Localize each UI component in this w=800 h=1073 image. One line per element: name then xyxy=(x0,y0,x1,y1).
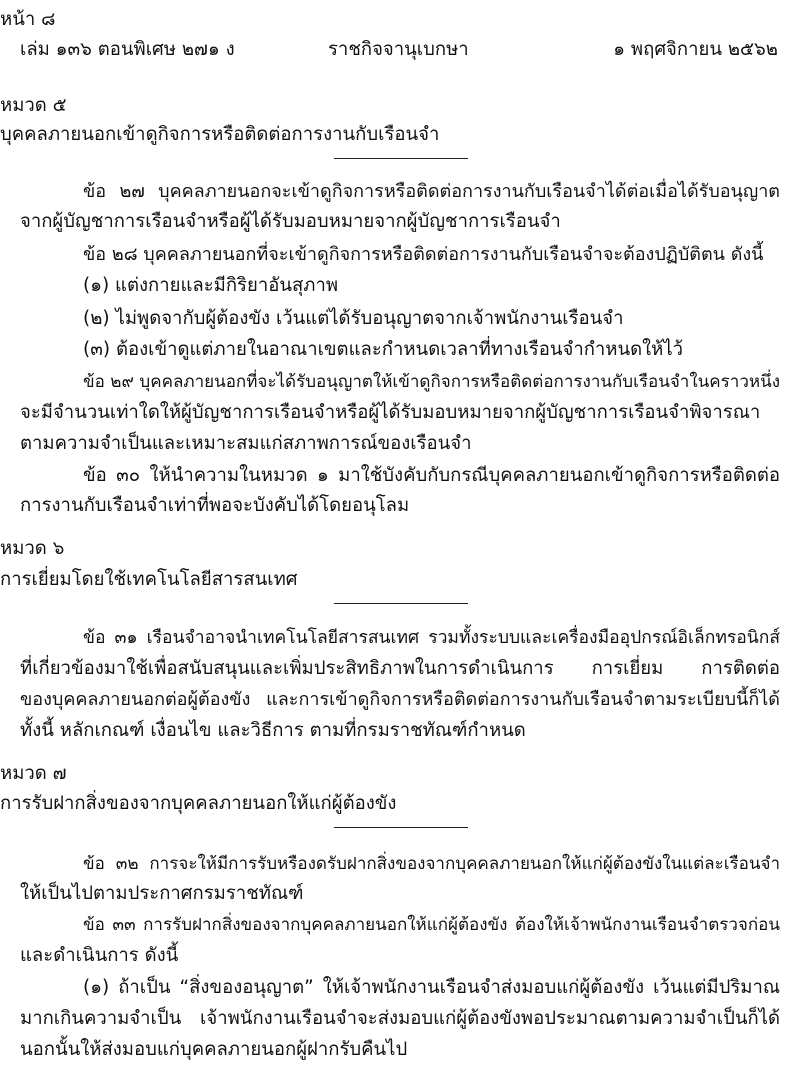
section-7-title: การรับฝากสิ่งของจากบุคคลภายนอกให้แก่ผู้ต้องขัง xyxy=(0,793,397,814)
clause-28-line-1: ข้อ ๒๘ บุคคลภายนอกที่จะเข้าดูกิจการหรือติดต่อการงานกับเรือนจำจะต้องปฏิบัติตน ดังนี้ xyxy=(83,244,764,265)
clause-28-item-2: (๒) ไม่พูดจากับผู้ต้องขัง เว้นแต่ได้รับอนุญาตจากเจ้าพนักงานเรือนจำ xyxy=(83,308,624,329)
section-6-heading: หมวด ๖ xyxy=(0,538,65,559)
clause-29-line-1: ข้อ ๒๙ บุคคลภายนอกที่จะได้รับอนุญาตให้เข้าดูกิจการหรือติดต่อการงานกับเรือนจำในคราวหนึ่ง xyxy=(83,372,780,392)
clause-33-line-1: ข้อ ๓๓ การรับฝากสิ่งของจากบุคคลภายนอกให้แก่ผู้ต้องขัง ต้องให้เจ้าพนักงานเรือนจำตรวจก่อน xyxy=(83,915,780,935)
section-5-heading: หมวด ๕ xyxy=(0,95,67,116)
clause-27-line-1: ข้อ ๒๗ บุคคลภายนอกจะเข้าดูกิจการหรือติดต่อการงานกับเรือนจำได้ต่อเมื่อได้รับอนุญาต xyxy=(83,181,780,202)
clause-32-line-1: ข้อ ๓๒ การจะให้มีการรับหรืองดรับฝากสิ่งของจากบุคคลภายนอกให้แก่ผู้ต้องขังในแต่ละเรือนจำ xyxy=(83,854,780,874)
section-6-underline xyxy=(334,603,468,604)
clause-33-item-1-line-1: (๑) ถ้าเป็น “สิ่งของอนุญาต” ให้เจ้าพนักงานเรือนจำส่งมอบแก่ผู้ต้องขัง เว้นแต่มีปริมาณ xyxy=(83,977,780,998)
clause-30-line-1: ข้อ ๓๐ ให้นำความในหมวด ๑ มาใช้บังคับกับกรณีบุคคลภายนอกเข้าดูกิจการหรือติดต่อ xyxy=(83,465,780,486)
clause-31-line-4: ทั้งนี้ หลักเกณฑ์ เงื่อนไข และวิธีการ ตามที่กรมราชทัณฑ์กำหนด xyxy=(20,720,526,741)
clause-31-line-2: ที่เกี่ยวข้องมาใช้เพื่อสนับสนุนและเพิ่มประสิทธิภาพในการดำเนินการ การเยี่ยม การติดต่อ xyxy=(20,658,780,679)
section-5-underline xyxy=(334,158,468,159)
clause-33-item-1-line-3: นอกนั้นให้ส่งมอบแก่บุคคลภายนอกผู้ฝากรับคืนไป xyxy=(20,1039,408,1060)
section-6-title: การเยี่ยมโดยใช้เทคโนโลยีสารสนเทศ xyxy=(0,569,298,590)
clause-33-item-1-line-2: มากเกินความจำเป็น เจ้าพนักงานเรือนจำจะส่งมอบแก่ผู้ต้องขังพอประมาณตามความจำเป็นก็ได้ xyxy=(20,1008,780,1029)
clause-33-line-2: และดำเนินการ ดังนี้ xyxy=(20,945,179,966)
clause-32-line-2: ให้เป็นไปตามประกาศกรมราชทัณฑ์ xyxy=(20,883,304,904)
clause-31-line-3: ของบุคคลภายนอกต่อผู้ต้องขัง และการเข้าดูกิจการหรือติดต่อการงานกับเรือนจำตามระเบียบนี้ก็ได้ xyxy=(20,689,780,710)
clause-29-line-3: ตามความจำเป็นและเหมาะสมแก่สภาพการณ์ของเรือนจำ xyxy=(20,433,472,454)
section-7-heading: หมวด ๗ xyxy=(0,763,67,784)
clause-27-line-2: จากผู้บัญชาการเรือนจำหรือผู้ได้รับมอบหมายจากผู้บัญชาการเรือนจำ xyxy=(20,211,561,232)
clause-31-line-1: ข้อ ๓๑ เรือนจำอาจนำเทคโนโลยีสารสนเทศ รวมทั้งระบบและเครื่องมืออุปกรณ์อิเล็กทรอนิกส์ xyxy=(83,628,780,648)
clause-28-item-1: (๑) แต่งกายและมีกิริยาอันสุภาพ xyxy=(83,275,339,296)
clause-29-line-2: จะมีจำนวนเท่าใดให้ผู้บัญชาการเรือนจำหรือผู้ได้รับมอบหมายจากผู้บัญชาการเรือนจำพิจารณา xyxy=(20,402,761,423)
page-number: หน้า ๘ xyxy=(0,9,56,30)
section-7-underline xyxy=(334,827,468,828)
gazette-volume: เล่ม ๑๓๖ ตอนพิเศษ ๒๗๑ ง xyxy=(20,39,235,60)
clause-30-line-2: การงานกับเรือนจำเท่าที่พอจะบังคับได้โดยอนุโลม xyxy=(20,495,410,516)
clause-28-item-3: (๓) ต้องเข้าดูแต่ภายในอาณาเขตและกำหนดเวลาที่ทางเรือนจำกำหนดให้ไว้ xyxy=(83,339,684,360)
gazette-name: ราชกิจจานุเบกษา xyxy=(328,39,469,60)
section-5-title: บุคคลภายนอกเข้าดูกิจการหรือติดต่อการงานกับเรือนจำ xyxy=(0,124,440,145)
gazette-date: ๑ พฤศจิกายน ๒๕๖๒ xyxy=(613,39,778,60)
